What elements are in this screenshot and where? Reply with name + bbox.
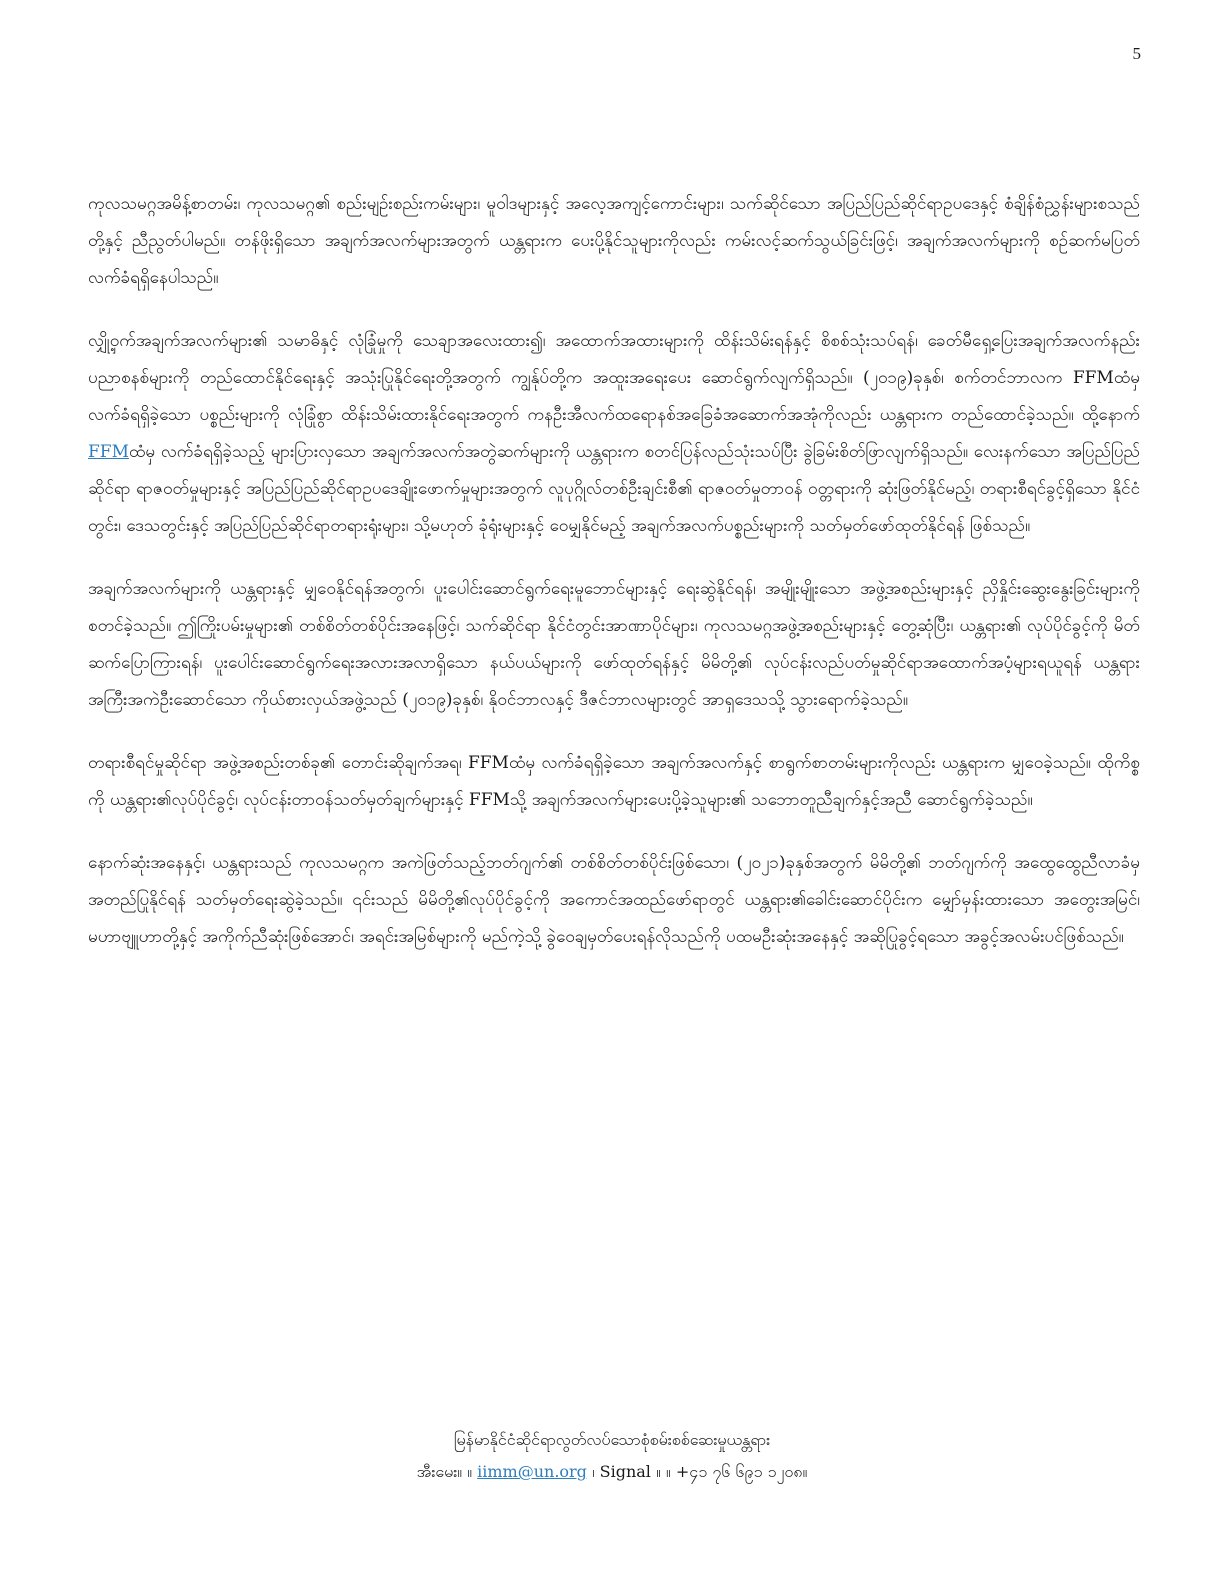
footer [0, 1424, 1224, 1488]
paragraph-2 [88, 323, 1140, 545]
paragraph-1: ကုလသမဂ္ဂအမိန့်စာတမ်း၊ ကုလသမဂ္ဂ၏ စည်းမျဉ်းစည်းကမ်းများ၊ မူဝါဒများနှင့် အလေ့အကျင့်ကောင်းများ၊ သက်ဆိုင်သော အပြည်ပြည်ဆိုင်ရာဥပဒေနှင့် စံချိန်စံညွှန်းများစသည်တို့နှင့် ညီညွတ်ပါမည်။ တန်ဖိုးရှိသော အချက်အလက်များအတွက် ယန္တရားက ပေးပို့နိုင်သူများကိုလည်း ကမ်းလင့်ဆက်သွယ်ခြင်းဖြင့်၊ အချက်အလက်များကို စဉ်ဆက်မပြတ် လက်ခံရရှိနေပါသည်။ [88, 194, 1140, 288]
signal-label: ၊ Signal ။ ။ [586, 1462, 676, 1481]
footer-contact [0, 1456, 1224, 1488]
footer-title: မြန်မာနိုင်ငံဆိုင်ရာလွတ်လပ်သောစုံစမ်းစစ်ဆေးမှုယန္တရား [453, 1430, 771, 1449]
email-link[interactable]: iimm@un.org [477, 1462, 587, 1481]
phone-number: +၄၁ ၇၆ ၆၉၁ ၁၂၀၈။ [675, 1462, 808, 1481]
paragraph-2-text-after-link: ထံမှ လက်ခံရရှိခဲ့သည့် များပြားလှသော အချက်အလက်အတွဲဆက်များကို ယန္တရားက စတင်ပြန်လည်သုံးသပ်ပြီး ခွဲခြမ်းစိတ်ဖြာလျက်ရှိသည်။ လေးနက်သော အပြည်ပြည်ဆိုင်ရာ ရာဇဝတ်မှုများနှင့် အပြည်ပြည်ဆိုင်ရာဥပဒေချိုးဖောက်မှုများအတွက် လူပုဂ္ဂိုလ်တစ်ဦးချင်းစီ၏ ရာဇဝတ်မှုတာဝန် ဝတ္တရားကို ဆုံးဖြတ်နိုင်မည့်၊ တရားစီရင်ခွင့်ရှိသော နိုင်ငံတွင်း၊ ဒေသတွင်းနှင့် အပြည်ပြည်ဆိုင်ရာတရားရုံးများ၊ သို့မဟုတ် ခုံရုံးများနှင့် ဝေမျှနိုင်မည့် အချက်အလက်ပစ္စည်းများကို သတ်မှတ်ဖော်ထုတ်နိုင်ရန် ဖြစ်သည်။ [88, 442, 1140, 536]
paragraph-3: အချက်အလက်များကို ယန္တရားနှင့် မျှဝေနိုင်ရန်အတွက်၊ ပူးပေါင်းဆောင်ရွက်ရေးမူဘောင်များနှင့် ရေးဆွဲနိုင်ရန်၊ အမျိုးမျိုးသော အဖွဲ့အစည်းများနှင့် ညှိနှိုင်းဆွေးနွေးခြင်းများကို စတင်ခဲ့သည်။ ဤကြိုးပမ်းမှုများ၏ တစ်စိတ်တစ်ပိုင်းအနေဖြင့်၊ သက်ဆိုင်ရာ နိုင်ငံတွင်းအာဏာပိုင်များ၊ ကုလသမဂ္ဂအဖွဲ့အစည်းများနှင့် တွေ့ဆုံပြီး၊ ယန္တရား၏ လုပ်ပိုင်ခွင့်ကို မိတ်ဆက်ပြောကြားရန်၊ ပူးပေါင်းဆောင်ရွက်ရေးအလားအလာရှိသော နယ်ပယ်များကို ဖော်ထုတ်ရန်နှင့် မိမိတို့၏ လုပ်ငန်းလည်ပတ်မှုဆိုင်ရာအထောက်အပံ့များရယူရန် ယန္တရားအကြီးအကဲဦးဆောင်သော ကိုယ်စားလှယ်အဖွဲ့သည် (၂၀၁၉)ခုနှစ်၊ နိုဝင်ဘာလနှင့် ဒီဇင်ဘာလများတွင် အာရှဒေသသို့ သွားရောက်ခဲ့သည်။ [88, 579, 1140, 710]
paragraph-4: တရားစီရင်မှုဆိုင်ရာ အဖွဲ့အစည်းတစ်ခု၏ တောင်းဆိုချက်အရ၊ FFMထံမှ လက်ခံရရှိခဲ့သော အချက်အလက်နှင့် စာရွက်စာတမ်းများကိုလည်း ယန္တရားက မျှဝေခဲ့သည်။ ထိုကိစ္စကို ယန္တရား၏လုပ်ပိုင်ခွင့်၊ လုပ်ငန်းတာဝန်သတ်မှတ်ချက်များနှင့် FFMသို့ အချက်အလက်များပေးပို့ခဲ့သူများ၏ သဘောတူညီချက်နှင့်အညီ ဆောင်ရွက်ခဲ့သည်။ [88, 753, 1140, 810]
email-label: အီးမေး။ ။ [416, 1462, 478, 1481]
document-body [88, 186, 1140, 982]
paragraph-5: နောက်ဆုံးအနေနှင့်၊ ယန္တရားသည် ကုလသမဂ္ဂက အကဲဖြတ်သည့်ဘတ်ဂျက်၏ တစ်စိတ်တစ်ပိုင်းဖြစ်သော၊ (၂၀၂၁)ခုနှစ်အတွက် မိမိတို့၏ ဘတ်ဂျက်ကို အထွေထွေညီလာခံမှ အတည်ပြုနိုင်ရန် သတ်မှတ်ရေးဆွဲခဲ့သည်။ ၎င်းသည် မိမိတို့၏လုပ်ပိုင်ခွင့်ကို အကောင်အထည်ဖော်ရာတွင် ယန္တရား၏ခေါင်းဆောင်ပိုင်းက မျှော်မှန်းထားသော အတွေးအမြင်၊ မဟာဗျူဟာတို့နှင့် အကိုက်ညီဆုံးဖြစ်အောင်၊ အရင်းအမြစ်များကို မည်ကဲ့သို့ ခွဲဝေချမှတ်ပေးရန်လိုသည်ကို ပထမဦးဆုံးအနေနှင့် အဆိုပြုခွင့်ရသော အခွင့်အလမ်းပင်ဖြစ်သည်။ [88, 853, 1140, 947]
page-number: 5 [1132, 44, 1141, 63]
paragraph-2-text-before-link: လျှို့ဝှက်အချက်အလက်များ၏ သမာဓိနှင့် လုံခြုံမှုကို သေချာအလေးထား၍၊ အထောက်အထားများကို ထိန်းသိမ်းရန်နှင့် စိစစ်သုံးသပ်ရန်၊ ခေတ်မီရှေ့ပြေးအချက်အလက်နည်းပညာစနစ်များကို တည်ထောင်နိုင်ရေးနှင့် အသုံးပြုနိုင်ရေးတို့အတွက် ကျွန်ုပ်တို့က အထူးအရေးပေး ဆောင်ရွက်လျက်ရှိသည်။ (၂၀၁၉)ခုနှစ်၊ စက်တင်ဘာလက FFMထံမှ လက်ခံရရှိခဲ့သော ပစ္စည်းများကို လုံခြုံစွာ ထိန်းသိမ်းထားနိုင်ရေးအတွက် ကနဦးအီလက်ထရောနစ်အခြေခံအဆောက်အအုံကိုလည်း ယန္တရားက တည်ထောင်ခဲ့သည်။ ထို့နောက် [88, 331, 1140, 425]
ffm-link[interactable]: FFM [88, 442, 129, 462]
